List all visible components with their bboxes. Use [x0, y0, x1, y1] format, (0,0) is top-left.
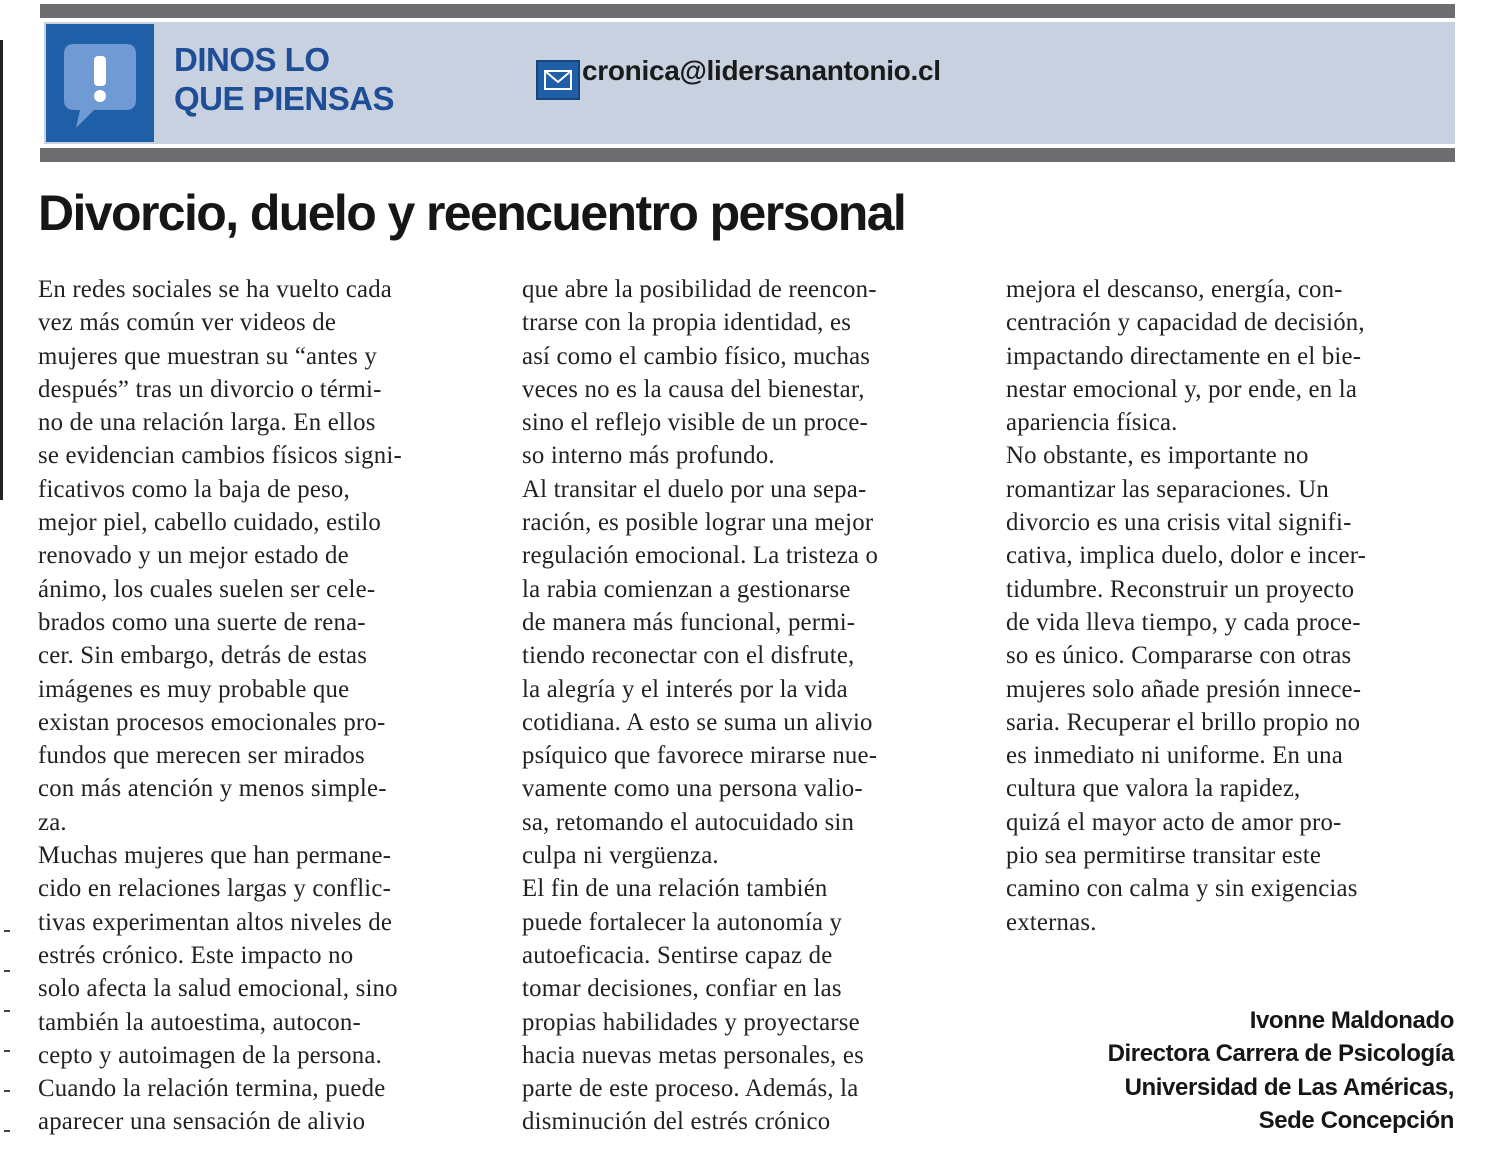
article-text-line: apariencia física.	[1006, 409, 1178, 437]
article-text-line: disminución del estrés crónico	[522, 1108, 831, 1136]
article-text-line: No obstante, es importante no	[1006, 442, 1309, 470]
article-headline: Divorcio, duelo y reencuentro personal	[38, 185, 906, 241]
article-text-line: la alegría y el interés por la vida	[522, 675, 848, 703]
article-text-line: mujeres que muestran su “antes y	[38, 342, 377, 370]
article-text-line: imágenes es muy probable que	[38, 675, 350, 703]
article-text-line: camino con calma y sin exigencias	[1006, 875, 1358, 903]
article-column-2	[522, 273, 982, 1139]
article-text-line: divorcio es una crisis vital signifi-	[1006, 509, 1352, 537]
section-title-line2: QUE PIENSAS	[174, 80, 395, 117]
article-text-line: mejora el descanso, energía, con-	[1006, 276, 1343, 303]
article-text-line: Muchas mujeres que han permane-	[38, 842, 392, 870]
article-text-line: de vida lleva tiempo, y cada proce-	[1006, 608, 1361, 636]
article-text-line: propias habilidades y proyectarse	[522, 1008, 860, 1036]
article-text-line: mejor piel, cabello cuidado, estilo	[38, 509, 382, 537]
article-text-line: solo afecta la salud emocional, sino	[38, 975, 398, 1003]
article-column-3	[1006, 273, 1466, 939]
article-text-line: culpa ni vergüenza.	[522, 842, 719, 870]
article-text-line: cotidiana. A esto se suma un alivio	[522, 708, 873, 736]
article-text-line: también la autoestima, autocon-	[38, 1008, 361, 1036]
page-edge-rule	[0, 40, 3, 500]
article-text-line: sa, retomando el autocuidado sin	[522, 808, 855, 836]
article-text-line: renovado y un mejor estado de	[38, 542, 349, 570]
page-edge-ticks	[4, 930, 10, 1150]
article-text-line: za.	[38, 808, 67, 836]
article-text-line: veces no es la causa del bienestar,	[522, 375, 865, 403]
article-text-line: cido en relaciones largas y conflic-	[38, 875, 392, 903]
article-text-line: parte de este proceso. Además, la	[522, 1075, 859, 1103]
envelope-icon	[536, 60, 580, 100]
article-text-line: así como el cambio físico, muchas	[522, 342, 871, 370]
article-text-line: existan procesos emocionales pro-	[38, 708, 386, 736]
article-text-line: brados como una suerte de rena-	[38, 608, 366, 636]
article-text-line: cer. Sin embargo, detrás de estas	[38, 642, 368, 670]
article-text-line: ficativos como la baja de peso,	[38, 475, 350, 503]
article-text-line: saria. Recuperar el brillo propio no	[1006, 708, 1361, 736]
author-signature	[1108, 1004, 1454, 1137]
header-bottom-rule	[40, 148, 1455, 162]
article-text-line: aparecer una sensación de alivio	[38, 1108, 366, 1136]
article-text-line: Cuando la relación termina, puede	[38, 1075, 386, 1103]
article-text-line: regulación emocional. La tristeza o	[522, 542, 879, 570]
article-text-line: En redes sociales se ha vuelto cada	[38, 276, 393, 303]
contact-email[interactable]: cronica@lidersanantonio.cl	[582, 55, 941, 86]
section-title	[174, 40, 414, 118]
article-text-line: de manera más funcional, permi-	[522, 608, 856, 636]
header-top-rule	[40, 4, 1455, 18]
article-text-line: puede fortalecer la autonomía y	[522, 908, 843, 936]
article-text-line: ración, es posible lograr una mejor	[522, 509, 874, 537]
article-text-line: El fin de una relación también	[522, 875, 828, 903]
article-text-line: que abre la posibilidad de reencon-	[522, 276, 877, 303]
article-text-line: so es único. Compararse con otras	[1006, 642, 1352, 670]
article-text-line: trarse con la propia identidad, es	[522, 309, 852, 337]
article-text-line: tidumbre. Reconstruir un proyecto	[1006, 575, 1355, 603]
section-title-line1: DINOS LO	[174, 41, 330, 78]
article-text-line: tiendo reconectar con el disfrute,	[522, 642, 855, 670]
article-column-1	[38, 273, 498, 1139]
article-text-line: Al transitar el duelo por una sepa-	[522, 475, 867, 503]
author-role: Directora Carrera de Psicología	[1107, 1040, 1454, 1068]
article-text-line: cativa, implica duelo, dolor e incer-	[1006, 542, 1367, 570]
article-text-line: psíquico que favorece mirarse nue-	[522, 742, 878, 770]
article-text-line: so interno más profundo.	[522, 442, 775, 470]
article-text-line: se evidencian cambios físicos signi-	[38, 442, 402, 470]
article-text-line: ánimo, los cuales suelen ser cele-	[38, 575, 376, 603]
article-text-line: impactando directamente en el bie-	[1006, 342, 1362, 370]
article-text-line: romantizar las separaciones. Un	[1006, 475, 1329, 503]
article-text-line: vez más común ver videos de	[38, 309, 337, 337]
article-text-line: externas.	[1006, 908, 1097, 936]
article-text-line: tivas experimentan altos niveles de	[38, 908, 393, 936]
article-text-line: hacia nuevas metas personales, es	[522, 1041, 864, 1069]
article-text-line: estrés crónico. Este impacto no	[38, 941, 354, 969]
article-text-line: vamente como una persona valio-	[522, 775, 863, 803]
article-text-line: quizá el mayor acto de amor pro-	[1006, 808, 1342, 836]
article-text-line: fundos que merecen ser mirados	[38, 742, 365, 770]
article-text-line: no de una relación larga. En ellos	[38, 409, 376, 437]
article-text-line: nestar emocional y, por ende, en la	[1006, 375, 1358, 403]
article-text-line: cultura que valora la rapidez,	[1006, 775, 1301, 803]
article-text-line: después” tras un divorcio o térmi-	[38, 375, 382, 403]
article-text-line: la rabia comienzan a gestionarse	[522, 575, 851, 603]
author-institution: Universidad de Las Américas,	[1124, 1073, 1454, 1101]
article-text-line: autoeficacia. Sentirse capaz de	[522, 941, 833, 969]
article-text-line: tomar decisiones, confiar en las	[522, 975, 842, 1003]
article-text-line: cepto y autoimagen de la persona.	[38, 1041, 382, 1069]
article-text-line: mujeres solo añade presión innece-	[1006, 675, 1362, 703]
article-text-line: sino el reflejo visible de un proce-	[522, 409, 868, 437]
article-text-line: centración y capacidad de decisión,	[1006, 309, 1365, 337]
article-text-line: es inmediato ni uniforme. En una	[1006, 742, 1343, 770]
author-name: Ivonne Maldonado	[1249, 1007, 1454, 1034]
exclamation-speech-bubble-icon	[46, 24, 154, 142]
author-campus: Sede Concepción	[1258, 1106, 1454, 1134]
article-text-line: pio sea permitirse transitar este	[1006, 842, 1322, 870]
article-text-line: con más atención y menos simple-	[38, 775, 387, 803]
